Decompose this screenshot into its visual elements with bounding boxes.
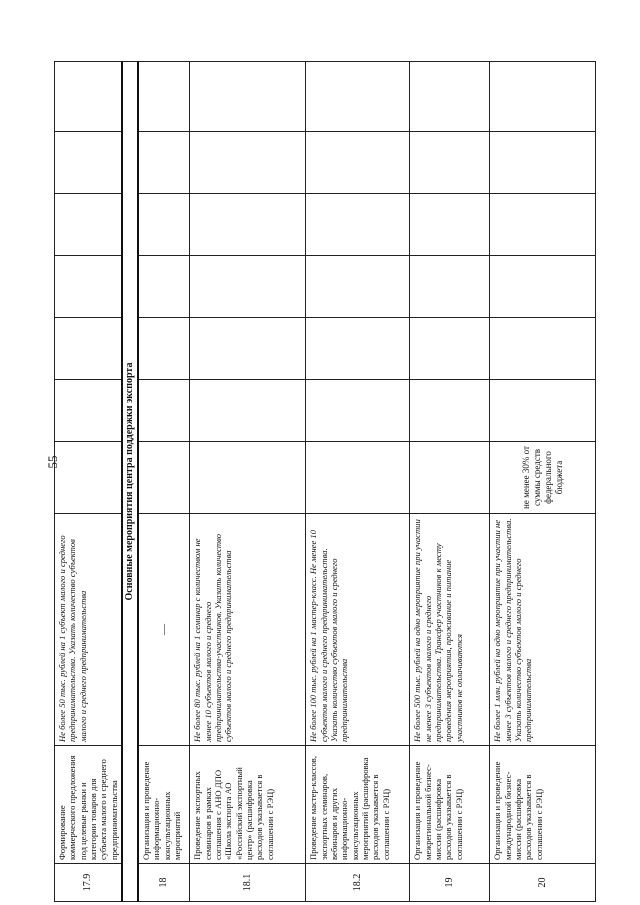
- row-cell: [410, 194, 490, 256]
- row-name: Организация и проведение международной бизнес-миссии (расшифровка расходов указывается в соглашении с РЭЦ): [490, 746, 596, 864]
- row-name: Организация и проведение межрегиональной бизнес-миссии (расшифровка расходов указывается в соглашении с РЭЦ): [410, 746, 490, 864]
- row-cell: [138, 62, 190, 132]
- row-name: Проведение экспортных семинаров в рамках соглашения с АНО ДПО «Школа экспорта АО «Российский экспортный центр» (расшифровка расходов указывается в соглашении с РЭЦ): [190, 746, 306, 864]
- row-cell: [490, 132, 596, 194]
- row-name: Организация и проведение информационно-консультационных мероприятий: [138, 746, 190, 864]
- row-cell: [306, 62, 410, 132]
- row-number: 18: [138, 864, 190, 902]
- table-row: [138, 62, 190, 902]
- row-cell: [55, 442, 122, 514]
- row-cell: [306, 380, 410, 442]
- row-cell: [410, 442, 490, 514]
- row-cell: [190, 442, 306, 514]
- row-description: Не более 1 млн. рублей на одно мероприятие при участии не менее 3 субъектов малого и среднего предпринимательства. Указать количество субъектов малого и среднего предпринимательства: [490, 514, 596, 746]
- row-cell: [410, 132, 490, 194]
- row-cell: [138, 256, 190, 318]
- page-number: 55: [45, 455, 60, 469]
- row-cell: [138, 442, 190, 514]
- row-number: 20: [490, 864, 596, 902]
- row-cell: [190, 380, 306, 442]
- row-cell: [306, 442, 410, 514]
- row-number: 19: [410, 864, 490, 902]
- row-cell: [138, 194, 190, 256]
- row-cell: [306, 132, 410, 194]
- row-number: 18.1: [190, 864, 306, 902]
- row-cell: [410, 62, 490, 132]
- row-cell: [55, 62, 122, 132]
- section-header: Основные мероприятия центра поддержки экспорта: [122, 62, 138, 902]
- row-cell: [306, 256, 410, 318]
- row-cell: [490, 256, 596, 318]
- row-description: Не более 80 тыс. рублей на 1 семинар с количеством не менее 10 субъектов малого и среднего предпринимательства-участников. Указать количество субъектов малого и среднего предпринимательства: [190, 514, 306, 746]
- table-row: [410, 62, 490, 902]
- table-row: [490, 62, 596, 902]
- row-cell: [490, 380, 596, 442]
- row-cell: [306, 194, 410, 256]
- row-cell: [55, 256, 122, 318]
- row-cell: [190, 256, 306, 318]
- row-cell: [490, 194, 596, 256]
- table-row: [190, 62, 306, 902]
- row-cell: [55, 132, 122, 194]
- row-description: Не более 500 тыс. рублей на одно мероприятие при участии не менее 3 субъектов малого и среднего предпринимательства. Трансфер участников к месту проведения мероприятия, проживание и питание участников не оплачиваются: [410, 514, 490, 746]
- cofinancing-cell: не менее 30% от суммы средств федерального бюджета: [490, 442, 596, 514]
- row-cell: [190, 194, 306, 256]
- row-description: Не более 50 тыс. рублей на 1 субъект малого и среднего предпринимательства. Указать количество субъектов малого и среднего предпринимательства: [55, 514, 122, 746]
- row-cell: [410, 380, 490, 442]
- row-cell: [410, 318, 490, 380]
- row-cell: [490, 318, 596, 380]
- row-number: 18.2: [306, 864, 410, 902]
- row-cell: [138, 318, 190, 380]
- rotated-table-wrapper: [54, 62, 584, 902]
- row-cell: [138, 380, 190, 442]
- row-description: Не более 100 тыс. рублей на 1 мастер-класс. Не менее 10 субъектов малого и среднего предпринимательства. Указать количество субъектов малого и среднего предпринимательства: [306, 514, 410, 746]
- row-cell: [190, 132, 306, 194]
- table-row: [306, 62, 410, 902]
- row-cell: [55, 194, 122, 256]
- row-cell: [410, 256, 490, 318]
- row-cell: [190, 318, 306, 380]
- row-cell: [55, 380, 122, 442]
- row-cell: [55, 318, 122, 380]
- row-cell: [490, 62, 596, 132]
- row-cell: [306, 318, 410, 380]
- row-name: Проведение мастер-классов, экспортных семинаров, вебинаров и других информационно-консультационных мероприятий (расшифровка расходов указывается в соглашении с РЭЦ): [306, 746, 410, 864]
- section-header-row: [122, 62, 138, 902]
- row-name: Формирование коммерческого предложения под целевые рынки и категории товаров для субъекта малого и среднего предпринимательства: [55, 746, 122, 864]
- row-cell: [190, 62, 306, 132]
- budget-table: [54, 61, 596, 902]
- table-row: [55, 62, 122, 902]
- row-description: —: [138, 514, 190, 746]
- row-number: 17.9: [55, 864, 122, 902]
- row-cell: [138, 132, 190, 194]
